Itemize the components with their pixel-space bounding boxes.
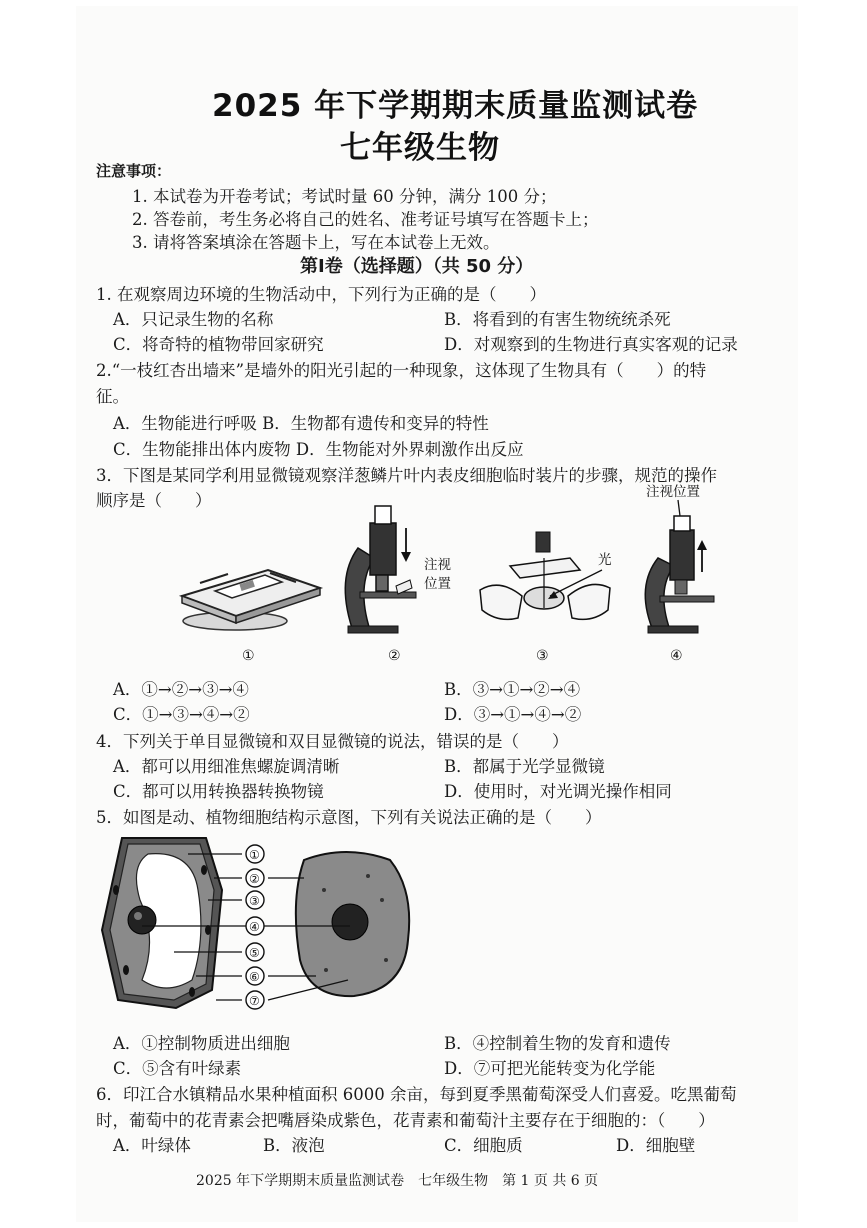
step-1-stage-icon xyxy=(182,570,320,630)
question-1-stem: 1. 在观察周边环境的生物活动中，下列行为正确的是（ ） xyxy=(96,285,546,304)
question-4-option-a: A．都可以用细准焦螺旋调清晰 xyxy=(113,757,340,776)
observe-position-label: 注视位置 xyxy=(646,484,700,500)
cell-label: ④ xyxy=(249,920,260,934)
question-5-option-d: D．⑦可把光能转变为化学能 xyxy=(444,1059,656,1078)
question-3-stem: 3．下图是某同学利用显微镜观察洋葱鳞片叶内表皮细胞临时装片的步骤，规范的操作 xyxy=(96,466,717,485)
microscope-steps-figure xyxy=(170,478,730,668)
cell-label: ⑤ xyxy=(249,946,260,960)
question-3-option-a: A．①→②→③→④ xyxy=(113,680,249,699)
question-1-option-a: A．只记录生物的名称 xyxy=(113,310,274,329)
question-3-option-d: D．③→①→④→② xyxy=(444,705,582,724)
light-label: 光 xyxy=(598,552,612,568)
animal-cell-icon xyxy=(296,852,409,996)
step-label: ③ xyxy=(536,648,549,664)
section-title: 第Ⅰ卷（选择题）（共 50 分） xyxy=(300,256,534,277)
step-label: ① xyxy=(242,648,255,664)
question-6-stem-cont: 时，葡萄中的花青素会把嘴唇染成紫色，花青素和葡萄汁主要存在于细胞的：（ ） xyxy=(96,1111,715,1130)
question-2-stem-cont: 征。 xyxy=(96,387,129,406)
notice-item: 1. 本试卷为开卷考试；考试时量 60 分钟，满分 100 分； xyxy=(132,187,557,206)
step-label: ② xyxy=(388,648,401,664)
page-footer: 2025 年下学期期末质量监测试卷 七年级生物 第 1 页 共 6 页 xyxy=(196,1173,599,1189)
step-3-mirror-hands-icon xyxy=(480,532,610,619)
notice-item: 2. 答卷前，考生务必将自己的姓名、准考证号填写在答题卡上； xyxy=(132,210,599,229)
question-6-option-b: B．液泡 xyxy=(263,1136,325,1155)
observe-position-label: 位置 xyxy=(424,576,451,592)
cell-label: ③ xyxy=(249,894,260,908)
exam-subtitle: 七年级生物 xyxy=(340,130,500,166)
question-1-option-d: D．对观察到的生物进行真实客观的记录 xyxy=(444,335,738,354)
question-6-option-c: C．细胞质 xyxy=(444,1136,523,1155)
question-4-option-b: B．都属于光学显微镜 xyxy=(444,757,605,776)
exam-title: 2025 年下学期期末质量监测试卷 xyxy=(212,88,699,124)
question-4-option-c: C．都可以用转换器转换物镜 xyxy=(113,782,324,801)
cell-label: ② xyxy=(249,872,260,886)
notice-item: 3. 请将答案填涂在答题卡上，写在本试卷上无效。 xyxy=(132,233,500,252)
question-5-option-c: C．⑤含有叶绿素 xyxy=(113,1059,242,1078)
question-6-stem: 6．印江合水镇精品水果种植面积 6000 余亩，每到夏季黑葡萄深受人们喜爱。吃黑葡萄 xyxy=(96,1085,737,1104)
question-2-stem: 2.“一枝红杏出墙来”是墙外的阳光引起的一种现象，这体现了生物具有（ ）的特 xyxy=(96,361,707,380)
question-3-stem-cont: 顺序是（ ） xyxy=(96,491,212,510)
cell-label: ⑥ xyxy=(249,970,260,984)
cell-label: ① xyxy=(249,848,260,862)
question-2-option-ab: A．生物能进行呼吸 B．生物都有遗传和变异的特性 xyxy=(113,414,489,433)
step-label: ④ xyxy=(670,648,683,664)
question-2-option-cd: C．生物能排出体内废物 D．生物能对外界刺激作出反应 xyxy=(113,440,524,459)
question-1-option-c: C．将奇特的植物带回家研究 xyxy=(113,335,324,354)
question-1-option-b: B．将看到的有害生物统统杀死 xyxy=(444,310,671,329)
notice-heading: 注意事项： xyxy=(96,162,172,180)
cell-label: ⑦ xyxy=(249,994,260,1008)
question-6-option-a: A．叶绿体 xyxy=(113,1136,191,1155)
plant-cell-icon xyxy=(102,838,222,1008)
step-4-microscope-icon xyxy=(645,500,714,633)
question-4-stem: 4．下列关于单目显微镜和双目显微镜的说法，错误的是（ ） xyxy=(96,732,569,751)
question-5-option-a: A．①控制物质进出细胞 xyxy=(113,1034,290,1053)
cell-structure-figure xyxy=(96,830,426,1020)
question-4-option-d: D．使用时，对光调光操作相同 xyxy=(444,782,672,801)
question-6-option-d: D．细胞壁 xyxy=(616,1136,696,1155)
question-3-option-c: C．①→③→④→② xyxy=(113,705,250,724)
question-3-option-b: B．③→①→②→④ xyxy=(444,680,581,699)
question-5-stem: 5．如图是动、植物细胞结构示意图，下列有关说法正确的是（ ） xyxy=(96,808,602,827)
question-5-option-b: B．④控制着生物的发育和遗传 xyxy=(444,1034,671,1053)
step-2-microscope-icon xyxy=(345,506,416,633)
observe-position-label: 注视 xyxy=(424,557,451,573)
